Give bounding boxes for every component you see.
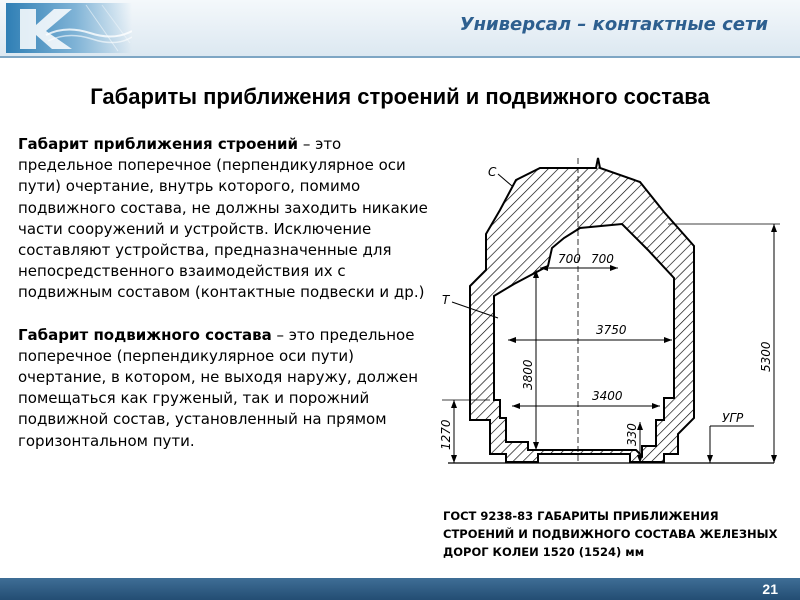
slide-footer bbox=[0, 578, 800, 600]
definition-structures bbox=[18, 134, 436, 304]
dimension-3750: 3750 bbox=[596, 323, 627, 337]
definition-body: – это предельное поперечное (перпендикулярное оси пути) очертание, внутрь которого, помимо подвижного состава, не должны заходить никакие части сооружений и устройств. Исключение составляют устройства, предназначенные для непосредственного взаимодействия их с подвижным составом (контактные подвески и др.) bbox=[18, 135, 428, 302]
dimension-3400: 3400 bbox=[592, 389, 623, 403]
structure-clearance-outline bbox=[470, 158, 694, 462]
kontaktnye-seti-logo bbox=[6, 3, 132, 53]
definition-body: – это предельное поперечное (перпендикулярное оси пути) очертание, в котором, не выходя наружу, должен помещаться как груженый, так и порожний подвижной состав, установленный на прямом горизонтальном пути. bbox=[18, 325, 419, 450]
label-t: T bbox=[442, 293, 450, 307]
definition-rolling-stock bbox=[18, 325, 436, 452]
dimension-3800: 3800 bbox=[521, 359, 535, 390]
clearance-diagram bbox=[428, 150, 800, 480]
dimension-700-right: 700 bbox=[591, 252, 614, 266]
page-number: 21 bbox=[762, 581, 778, 597]
definition-term: Габарит подвижного состава bbox=[18, 325, 272, 344]
header-title: Универсал – контактные сети bbox=[459, 14, 768, 35]
definitions-text bbox=[18, 134, 436, 473]
page-title: Габариты приближения строений и подвижного состава bbox=[90, 84, 710, 109]
dimension-700-left: 700 bbox=[558, 252, 581, 266]
definition-term: Габарит приближения строений bbox=[18, 135, 299, 153]
gost-caption: ГОСТ 9238-83 ГАБАРИТЫ ПРИБЛИЖЕНИЯ СТРОЕНИЙ И ПОДВИЖНОГО СОСТАВА ЖЕЛЕЗНЫХ ДОРОГ КОЛЕИ 1520 (1524) мм bbox=[443, 509, 778, 559]
dimension-330: 330 bbox=[625, 423, 639, 446]
label-c: C bbox=[488, 165, 497, 179]
slide-header bbox=[0, 0, 800, 58]
dimension-5300: 5300 bbox=[759, 341, 773, 372]
label-ugr: УГР bbox=[722, 411, 744, 425]
dimension-1270: 1270 bbox=[439, 419, 453, 450]
